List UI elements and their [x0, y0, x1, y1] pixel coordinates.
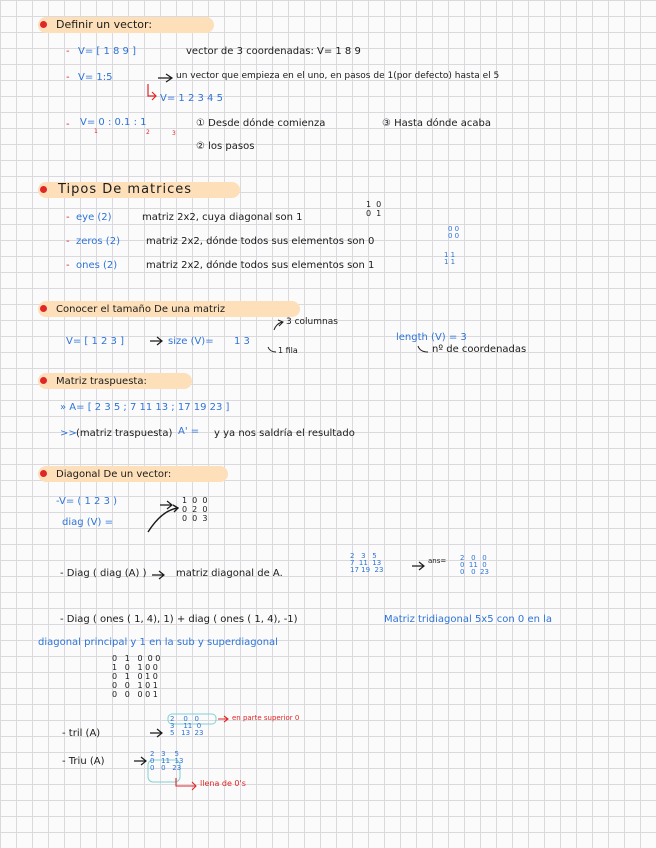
- step-note-2: 2: [146, 129, 150, 136]
- range-result: V= 1 2 3 4 5: [160, 93, 223, 104]
- step-note-3: 3: [172, 130, 176, 137]
- section-heading-transpose: Matriz traspuesta:: [56, 376, 147, 387]
- code-size-call: size (V)=: [168, 336, 214, 347]
- tridiagonal-description-cont: diagonal principal y 1 en la sub y superdiagonal: [38, 637, 278, 648]
- dash-marker: -: [66, 260, 70, 271]
- bullet-icon: [40, 21, 47, 28]
- code-triu: - Triu (A): [62, 756, 105, 767]
- step-caption-1: ① Desde dónde comienza: [196, 118, 326, 129]
- eye-description: matriz 2x2, cuya diagonal son 1: [142, 212, 303, 223]
- dash-marker: -: [66, 72, 70, 83]
- bullet-icon: [40, 305, 47, 312]
- size-columns-note: 3 columnas: [286, 317, 338, 327]
- code-eye: eye (2): [76, 212, 112, 223]
- bullet-icon: [40, 470, 47, 477]
- range-description: un vector que empieza en el uno, en pasos de 1(por defecto) hasta el 5: [176, 71, 500, 81]
- code-ones: ones (2): [76, 260, 118, 271]
- zeros-matrix: 0 0 0 0: [448, 225, 460, 240]
- tril-matrix: 2 0 0 3 11 0 5 13 23: [170, 715, 204, 737]
- code-length: length (V) = 3: [396, 332, 467, 343]
- triu-matrix: 2 3 5 0 11 13 0 0 23: [150, 750, 184, 772]
- code-tril: - tril (A): [62, 728, 101, 739]
- matrix-A: 2 3 5 7 11 13 17 19 23: [350, 552, 384, 574]
- vector-description: vector de 3 coordenadas: V= 1 8 9: [186, 46, 361, 57]
- code-range-vector: V= 1:5: [78, 72, 113, 83]
- step-caption-3: ③ Hasta dónde acaba: [382, 118, 491, 129]
- transpose-label: (matriz traspuesta): [76, 428, 173, 439]
- step-caption-2: ② los pasos: [196, 141, 255, 152]
- section-heading-matrix-size: Conocer el tamaño De una matriz: [56, 304, 226, 315]
- ones-description: matriz 2x2, dónde todos sus elementos son 1: [146, 260, 375, 271]
- eye-matrix: 1 0 0 1: [366, 200, 382, 218]
- section-heading-define-vector: Definir un vector:: [56, 18, 153, 31]
- ans-label: ans=: [428, 557, 447, 565]
- code-size-vector: V= [ 1 2 3 ]: [66, 336, 125, 347]
- ones-matrix: 1 1 1 1: [444, 251, 456, 266]
- code-tridiagonal: - Diag ( ones ( 1, 4), 1) + diag ( ones ( 1, 4), -1): [60, 614, 298, 625]
- tridiagonal-description: Matriz tridiagonal 5x5 con 0 en la: [384, 614, 553, 625]
- dash-marker: -: [66, 119, 70, 130]
- code-zeros: zeros (2): [76, 236, 120, 247]
- code-vector-definition: V= [ 1 8 9 ]: [78, 46, 137, 57]
- code-diag-diag: - Diag ( diag (A) ): [60, 568, 147, 579]
- code-transpose: A' =: [178, 426, 200, 437]
- dash-marker: -: [66, 236, 70, 247]
- dash-marker: -: [66, 46, 70, 57]
- size-value: 1 3: [234, 336, 250, 347]
- section-heading-diagonal: Diagonal De un vector:: [56, 469, 172, 480]
- ans-matrix: 2 0 0 0 11 0 0 0 23: [460, 554, 489, 576]
- tridiagonal-matrix: 0 1 0 0 0 1 0 1 0 0 0 1 0 1 0 0 0 1 0 1 0 0 0 0 1: [112, 654, 161, 699]
- triu-note: llena de 0's: [200, 779, 246, 788]
- step-note-1: 1: [94, 128, 98, 135]
- section-heading-matrix-types: Tipos De matrices: [58, 182, 193, 197]
- tril-note: en parte superior 0: [232, 714, 300, 722]
- code-diag-call: diag (V) =: [62, 517, 113, 528]
- diag-result-matrix: 1 0 0 0 2 0 0 0 3: [182, 496, 208, 523]
- code-step-vector: V= 0 : 0.1 : 1: [80, 117, 147, 128]
- code-matrix-A: » A= [ 2 3 5 ; 7 11 13 ; 17 19 23 ]: [60, 402, 230, 413]
- zeros-description: matriz 2x2, dónde todos sus elementos son 0: [146, 236, 375, 247]
- bullet-icon: [40, 186, 47, 193]
- transpose-description: y ya nos saldría el resultado: [214, 428, 355, 439]
- diag-diag-description: matriz diagonal de A.: [176, 568, 283, 579]
- prompt-marker: >>: [60, 428, 77, 439]
- length-note: nº de coordenadas: [432, 344, 527, 355]
- size-rows-note: 1 fila: [278, 346, 298, 355]
- code-diag-vector: -V= ( 1 2 3 ): [56, 496, 118, 507]
- dash-marker: -: [66, 212, 70, 223]
- bullet-icon: [40, 377, 47, 384]
